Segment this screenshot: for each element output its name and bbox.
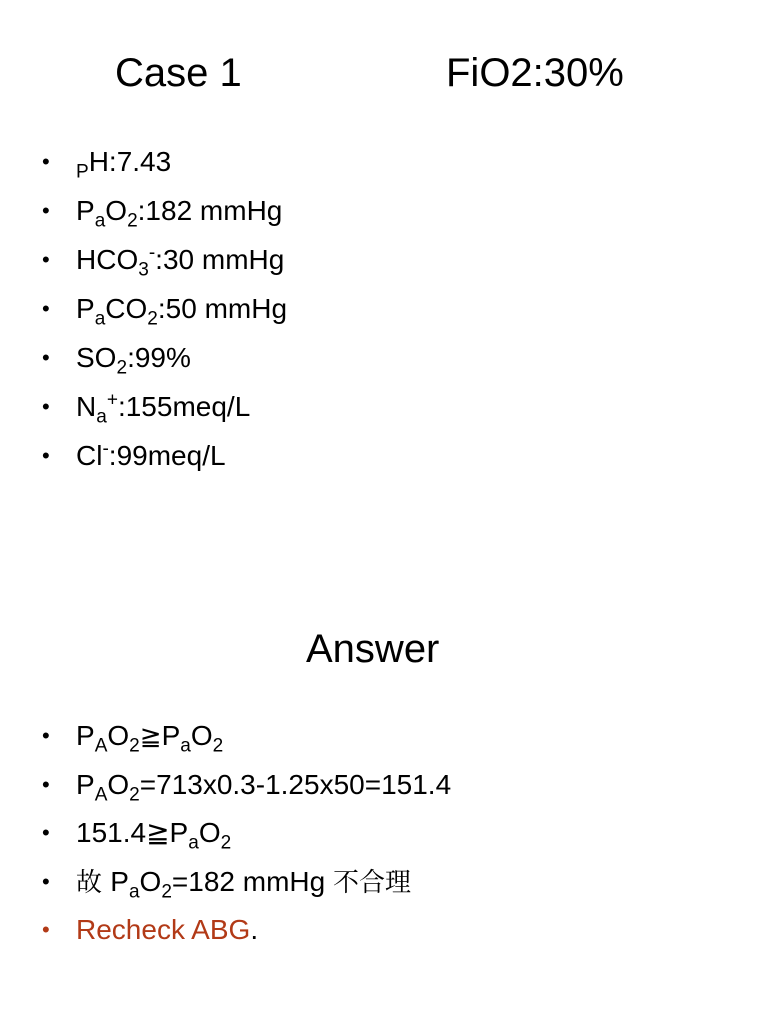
answer3-o: O [198, 817, 221, 848]
na-sup: + [106, 389, 118, 411]
case-values-list [42, 142, 287, 485]
answer-item-3 [42, 813, 451, 862]
paco2-sub-a: a [94, 308, 106, 330]
answer4-value: =182 mmHg [171, 865, 333, 897]
hco3-value: :30 mmHg [155, 244, 285, 275]
answer1-sub-a-upper: A [94, 735, 108, 757]
hco3-sub: 3 [138, 259, 149, 281]
answer4-conclusion: 不合理 [333, 867, 412, 898]
case-title: Case 1 [115, 51, 242, 95]
answer-item-5 [42, 910, 451, 959]
bullet-icon: • [42, 723, 50, 748]
list-item-ph [42, 142, 287, 191]
na-value: :155meq/L [117, 391, 251, 422]
recheck-abg-text: Recheck ABG [76, 914, 251, 945]
cl-value: :99meq/L [108, 440, 226, 471]
list-item-cl [42, 436, 287, 485]
answer1-sub-2a: 2 [129, 735, 140, 757]
ph-prefix: P [76, 161, 89, 183]
pao2-o: O [105, 195, 128, 226]
bullet-icon: • [42, 771, 50, 797]
bullet-icon: • [42, 149, 50, 174]
answer2-sub-2: 2 [129, 784, 140, 806]
so2-sub: 2 [116, 357, 128, 379]
recheck-period: . [250, 914, 259, 945]
answer4-lead: 故 [76, 867, 111, 898]
bullet-icon: • [42, 247, 50, 272]
bullet-icon: • [42, 198, 50, 223]
answer2-sub-a: A [94, 784, 108, 806]
answer4-o: O [139, 865, 162, 897]
answer1-operator: ≧ [139, 722, 162, 752]
answer4-p: P [110, 865, 129, 897]
pao2-p: P [76, 195, 95, 226]
bullet-icon: • [42, 296, 50, 321]
answer2-o: O [107, 768, 130, 800]
paco2-co: CO [105, 293, 148, 324]
answer1-sub-2b: 2 [212, 735, 224, 757]
pao2-value: :182 mmHg [137, 195, 283, 226]
na-main: N [76, 391, 97, 422]
answer3-sub-a: a [188, 832, 199, 854]
answer1-o2: O [190, 720, 213, 751]
hco3-sup: - [148, 242, 156, 264]
answer-item-2 [42, 765, 451, 814]
ph-value: H:7.43 [88, 146, 172, 177]
hco3-main: HCO [76, 244, 139, 275]
answer-title: Answer [306, 627, 440, 671]
paco2-p: P [76, 293, 95, 324]
list-item-pao2 [42, 191, 287, 240]
bullet-icon: • [42, 345, 50, 370]
bullet-icon: • [42, 917, 50, 942]
answer1-p2: P [161, 720, 181, 751]
answer3-p: P [169, 817, 189, 848]
na-sub: a [96, 406, 107, 428]
so2-main: SO [76, 342, 117, 373]
list-item-paco2 [42, 289, 287, 338]
list-item-na [42, 387, 287, 436]
pao2-sub-a: a [94, 210, 106, 232]
paco2-sub-2: 2 [147, 308, 158, 330]
bullet-icon: • [42, 394, 50, 419]
list-item-hco3 [42, 240, 287, 289]
answer1-sub-a-lower: a [180, 735, 191, 757]
bullet-icon: • [42, 443, 50, 468]
pao2-sub-2: 2 [127, 210, 138, 232]
answer3-sub-2: 2 [220, 832, 232, 854]
answer-item-1 [42, 716, 451, 765]
bullet-icon: • [42, 820, 50, 845]
list-item-so2 [42, 338, 287, 387]
answer4-sub-a: a [128, 881, 140, 903]
answer2-equation: =713x0.3-1.25x50=151.4 [139, 768, 452, 800]
so2-value: :99% [127, 342, 191, 373]
answer-item-4 [42, 862, 451, 911]
fio2-title: FiO2:30% [446, 51, 624, 95]
answer-list [42, 716, 451, 959]
answer1-o1: O [107, 720, 130, 751]
answer1-p1: P [76, 720, 95, 751]
bullet-icon: • [42, 868, 50, 894]
answer3-lead: 151.4≧ [76, 817, 170, 848]
answer2-p: P [76, 768, 95, 800]
paco2-value: :50 mmHg [157, 293, 288, 324]
answer4-sub-2: 2 [161, 881, 172, 903]
cl-main: Cl [76, 440, 103, 471]
cl-sup: - [102, 438, 109, 460]
